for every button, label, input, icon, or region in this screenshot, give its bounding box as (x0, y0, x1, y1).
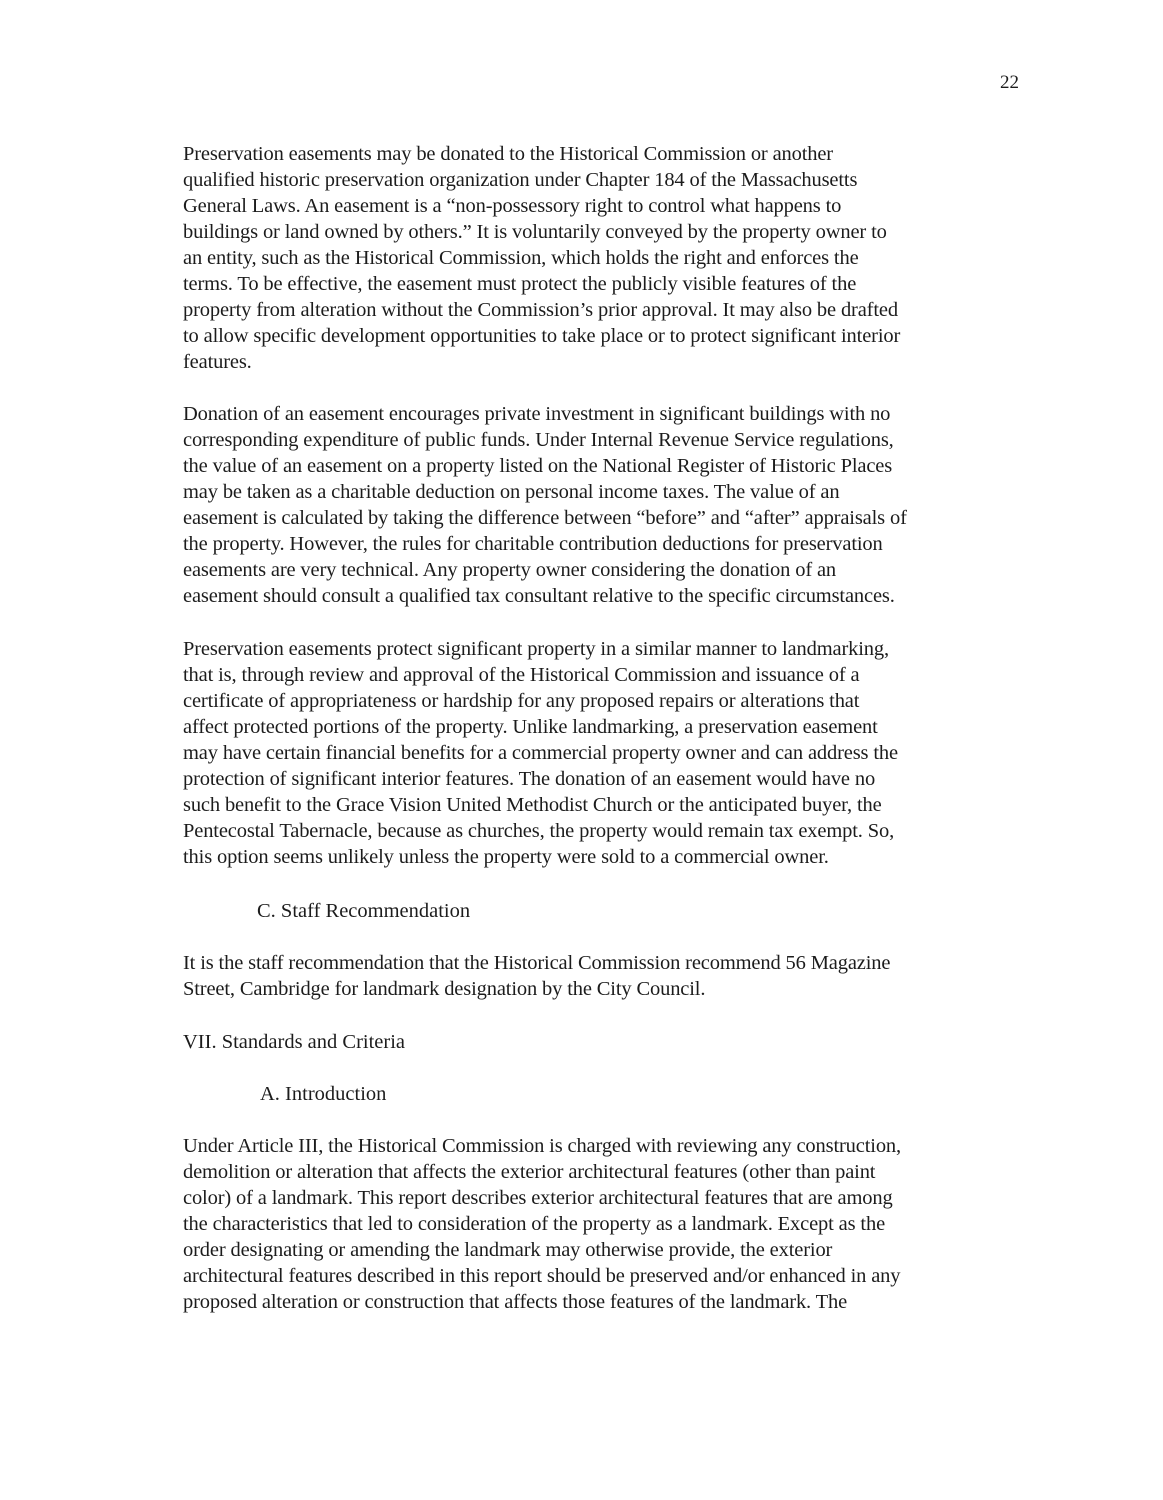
paragraph-easement-donation (183, 401, 1043, 609)
text-line: may be taken as a charitable deduction on personal income taxes. The value of an (183, 481, 840, 503)
paragraph-staff-recommendation (183, 950, 1043, 1002)
text-line: Under Article III, the Historical Commission is charged with reviewing any construction, (183, 1135, 901, 1157)
paragraph-introduction (183, 1133, 1043, 1315)
text-line: the characteristics that led to consideration of the property as a landmark. Except as the (183, 1213, 886, 1235)
text-line: easement is calculated by taking the difference between “before” and “after” appraisals of (183, 507, 907, 529)
text-line: property from alteration without the Commission’s prior approval. It may also be drafted (183, 299, 898, 321)
text-line: the property. However, the rules for charitable contribution deductions for preservation (183, 533, 883, 555)
text-line: color) of a landmark. This report describes exterior architectural features that are among (183, 1187, 893, 1209)
text-line: terms. To be effective, the easement must protect the publicly visible features of the (183, 273, 857, 295)
text-line: such benefit to the Grace Vision United Methodist Church or the anticipated buyer, the (183, 794, 882, 816)
page-number: 22 (1000, 72, 1019, 93)
paragraph-preservation-easements (183, 141, 1043, 375)
text-line: Donation of an easement encourages private investment in significant buildings with no (183, 403, 891, 425)
text-line: proposed alteration or construction that affects those features of the landmark. The (183, 1291, 848, 1313)
text-line: affect protected portions of the property. Unlike landmarking, a preservation easement (183, 716, 878, 738)
heading-staff-recommendation: C. Staff Recommendation (257, 900, 471, 922)
text-line: qualified historic preservation organization under Chapter 184 of the Massachusetts (183, 169, 858, 191)
text-line: protection of significant interior features. The donation of an easement would have no (183, 768, 876, 790)
paragraph-easement-comparison (183, 636, 1043, 870)
text-line: features. (183, 351, 252, 373)
text-line: that is, through review and approval of the Historical Commission and issuance of a (183, 664, 860, 686)
text-line: Pentecostal Tabernacle, because as churches, the property would remain tax exempt. So, (183, 820, 895, 842)
text-line: certificate of appropriateness or hardship for any proposed repairs or alterations that (183, 690, 860, 712)
text-line: Preservation easements may be donated to the Historical Commission or another (183, 143, 833, 165)
heading-standards-criteria: VII. Standards and Criteria (183, 1031, 406, 1053)
text-line: this option seems unlikely unless the property were sold to a commercial owner. (183, 846, 829, 868)
text-line: may have certain financial benefits for a commercial property owner and can address the (183, 742, 898, 764)
text-line: demolition or alteration that affects the exterior architectural features (other than paint (183, 1161, 876, 1183)
text-line: architectural features described in this report should be preserved and/or enhanced in any (183, 1265, 901, 1287)
text-line: Preservation easements protect significant property in a similar manner to landmarking, (183, 638, 889, 660)
text-line: order designating or amending the landmark may otherwise provide, the exterior (183, 1239, 833, 1261)
text-line: General Laws. An easement is a “non-possessory right to control what happens to (183, 195, 842, 217)
text-line: buildings or land owned by others.” It is voluntarily conveyed by the property owner to (183, 221, 887, 243)
text-line: Street, Cambridge for landmark designation by the City Council. (183, 978, 706, 1000)
text-line: corresponding expenditure of public funds. Under Internal Revenue Service regulations, (183, 429, 894, 451)
text-line: the value of an easement on a property listed on the National Register of Historic Places (183, 455, 893, 477)
text-line: easement should consult a qualified tax consultant relative to the specific circumstances. (183, 585, 895, 607)
text-line: to allow specific development opportunities to take place or to protect significant interior (183, 325, 901, 347)
text-line: easements are very technical. Any property owner considering the donation of an (183, 559, 837, 581)
text-line: It is the staff recommendation that the Historical Commission recommend 56 Magazine (183, 952, 891, 974)
heading-introduction: A. Introduction (260, 1083, 387, 1105)
text-line: an entity, such as the Historical Commission, which holds the right and enforces the (183, 247, 859, 269)
